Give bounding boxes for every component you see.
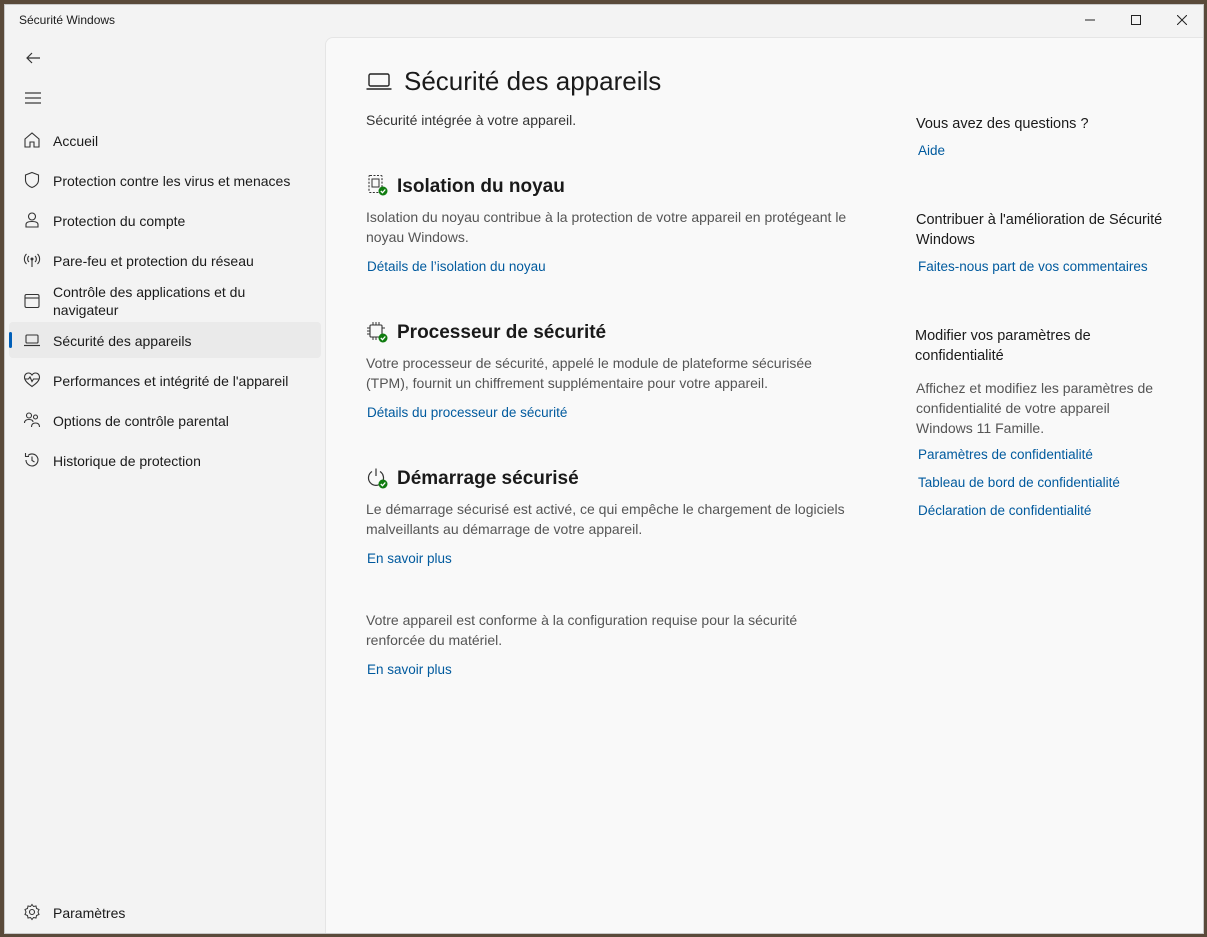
nav-label: Options de contrôle parental — [53, 413, 229, 429]
privacy-heading: Modifier vos paramètres de confidentialité — [915, 328, 1091, 364]
section-description: Votre processeur de sécurité, appelé le module de plateforme sécurisée (TPM), fournit un chiffrement supplémentaire pour votre appareil. — [366, 355, 812, 391]
hamburger-icon — [25, 91, 41, 105]
home-icon — [23, 131, 41, 149]
title-bar — [5, 5, 1203, 37]
gear-icon — [23, 903, 41, 921]
nav-item-firewall[interactable] — [9, 242, 321, 278]
nav-item-accueil[interactable] — [9, 122, 321, 158]
close-icon — [1177, 15, 1187, 25]
contribute-heading: Contribuer à l'amélioration de Sécurité Windows — [916, 212, 1163, 248]
section-description: Isolation du noyau contribue à la protection de votre appareil en protégeant le noyau Windows. — [366, 209, 847, 245]
active-indicator — [9, 332, 12, 348]
secure-boot-icon — [366, 467, 388, 489]
nav-item-performance[interactable] — [9, 362, 321, 398]
nav-label: Pare-feu et protection du réseau — [53, 253, 254, 269]
nav-label: Paramètres — [53, 905, 126, 921]
person-icon — [23, 211, 41, 229]
section-title: Isolation du noyau — [397, 176, 565, 197]
laptop-icon — [366, 71, 392, 93]
secure-boot-learn-more-link[interactable]: En savoir plus — [367, 551, 452, 566]
close-button[interactable] — [1159, 5, 1204, 35]
hardware-security-note: Votre appareil est conforme à la configuration requise pour la sécurité renforcée du matériel. — [366, 612, 798, 648]
security-processor-details-link[interactable]: Détails du processeur de sécurité — [367, 405, 568, 420]
nav-label: Contrôle des applications et du navigateur — [53, 284, 246, 318]
window-title: Sécurité Windows — [19, 13, 116, 27]
history-icon — [23, 451, 41, 469]
nav-item-device-security[interactable] — [9, 322, 321, 358]
nav-label: Historique de protection — [53, 453, 201, 469]
privacy-statement-link[interactable]: Déclaration de confidentialité — [918, 503, 1092, 518]
feedback-link[interactable]: Faites-nous part de vos commentaires — [918, 259, 1148, 274]
privacy-dashboard-link[interactable]: Tableau de bord de confidentialité — [918, 475, 1120, 490]
page-subtitle: Sécurité intégrée à votre appareil. — [366, 112, 577, 128]
section-title: Processeur de sécurité — [397, 322, 607, 343]
nav-item-virus-protection[interactable] — [9, 162, 321, 198]
security-processor-icon — [366, 321, 388, 343]
hardware-learn-more-link[interactable]: En savoir plus — [367, 662, 452, 677]
back-arrow-icon — [25, 50, 41, 66]
back-button[interactable] — [15, 43, 51, 73]
nav-item-app-browser-control[interactable] — [9, 282, 321, 320]
nav-label: Sécurité des appareils — [53, 333, 192, 349]
maximize-button[interactable] — [1113, 5, 1159, 35]
family-icon — [23, 411, 41, 429]
minimize-button[interactable] — [1067, 5, 1113, 35]
menu-button[interactable] — [15, 83, 51, 113]
help-link[interactable]: Aide — [918, 143, 946, 158]
maximize-icon — [1131, 15, 1141, 25]
page-title: Sécurité des appareils — [404, 66, 662, 96]
nav-item-account-protection[interactable] — [9, 202, 321, 238]
nav-label: Performances et intégrité de l'appareil — [53, 373, 289, 389]
section-description: Le démarrage sécurisé est activé, ce qui empêche le chargement de logiciels malveillants au démarrage de votre appareil. — [366, 501, 845, 537]
nav-item-family-options[interactable] — [9, 402, 321, 438]
laptop-icon — [23, 331, 41, 349]
core-isolation-icon — [366, 174, 388, 196]
shield-icon — [23, 171, 41, 189]
main-content — [325, 37, 1204, 934]
nav-item-protection-history[interactable] — [9, 442, 321, 478]
nav-label: Protection du compte — [53, 213, 186, 229]
app-window — [4, 4, 1204, 934]
nav-label: Protection contre les virus et menaces — [53, 173, 291, 189]
minimize-icon — [1085, 15, 1095, 25]
privacy-description: Affichez et modifiez les paramètres de confidentialité de votre appareil Windows 11 Famille. — [916, 380, 1154, 436]
antenna-icon — [23, 251, 41, 269]
questions-heading: Vous avez des questions ? — [916, 116, 1089, 132]
privacy-settings-link[interactable]: Paramètres de confidentialité — [918, 447, 1093, 462]
nav-label: Accueil — [53, 133, 99, 149]
nav-item-settings[interactable] — [9, 894, 321, 930]
section-title: Démarrage sécurisé — [397, 468, 579, 489]
browser-icon — [23, 292, 41, 310]
core-isolation-details-link[interactable]: Détails de l’isolation du noyau — [367, 259, 546, 274]
heart-pulse-icon — [23, 371, 41, 389]
